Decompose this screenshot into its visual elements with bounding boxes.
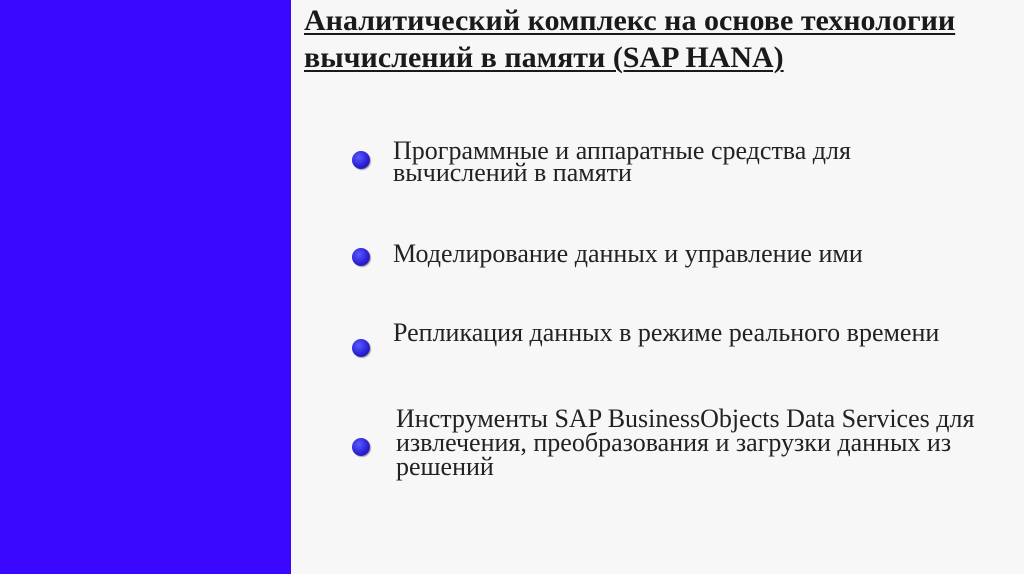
bullet-dot-icon bbox=[352, 339, 370, 357]
slide-title: Аналитический комплекс на основе технологии вычислений в памяти (SAP HANA) bbox=[304, 4, 956, 74]
side-accent-band bbox=[0, 0, 291, 574]
bullet-text: Моделирование данных и управление ими bbox=[393, 239, 863, 268]
bullet-dot-icon bbox=[352, 248, 370, 266]
bullet-text: Репликация данных в режиме реального времени bbox=[393, 318, 940, 347]
bullet-text: Программные и аппаратные средства для вычислений в памяти bbox=[393, 136, 851, 187]
bullet-text: Инструменты SAP BusinessObjects Data Services для извлечения, преобразования и загрузки данных из решений bbox=[396, 404, 975, 481]
bullet-dot-icon bbox=[352, 151, 370, 169]
bullet-dot-icon bbox=[352, 438, 370, 456]
